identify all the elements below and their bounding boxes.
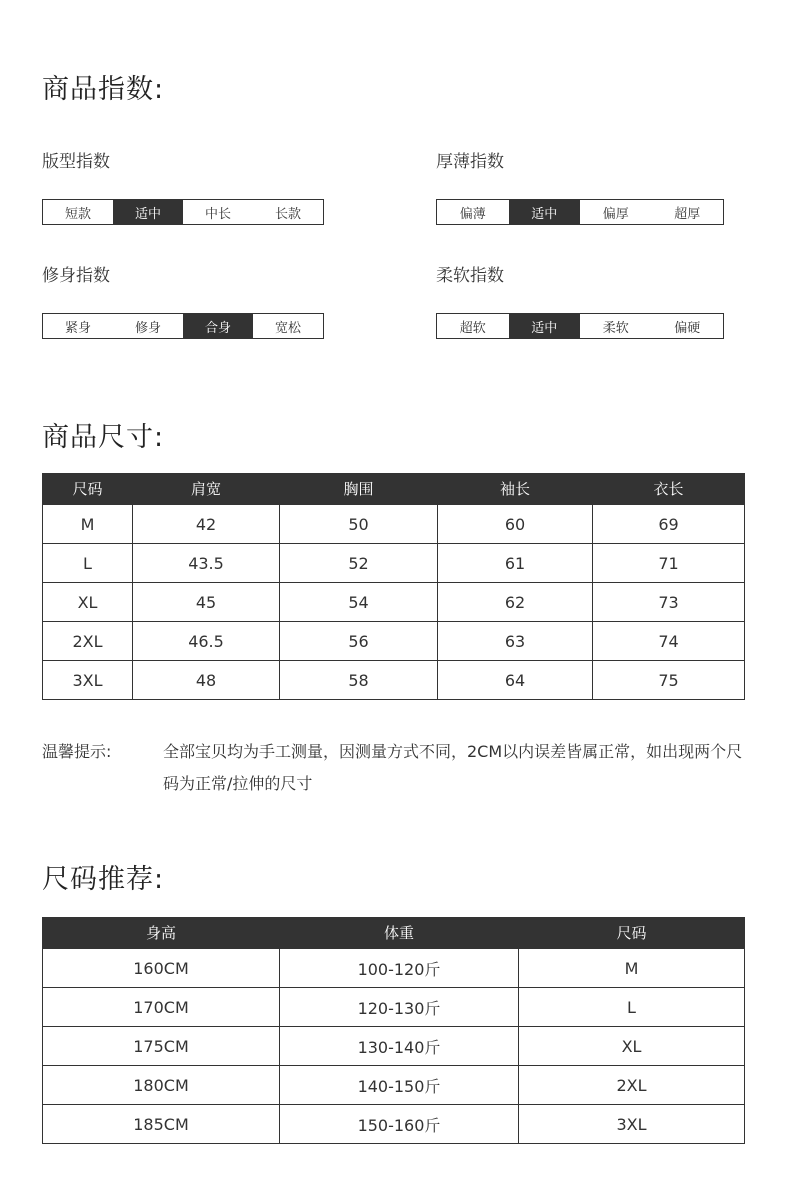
table-cell: XL bbox=[519, 1027, 745, 1066]
table-cell: 185CM bbox=[43, 1105, 280, 1144]
scale-option-selected: 适中 bbox=[509, 200, 581, 224]
table-header-cell: 肩宽 bbox=[133, 473, 280, 505]
scale-option: 中长 bbox=[204, 206, 231, 222]
scale-option-selected: 适中 bbox=[113, 200, 183, 224]
table-cell: 175CM bbox=[43, 1027, 280, 1066]
table-cell: 60 bbox=[438, 505, 593, 544]
scale-option: 超软 bbox=[459, 320, 486, 336]
table-cell: 170CM bbox=[43, 988, 280, 1027]
table-header-cell: 袖长 bbox=[438, 473, 593, 505]
scale-option: 短款 bbox=[64, 206, 91, 222]
scale-option: 超厚 bbox=[674, 206, 701, 222]
table-header-cell: 身高 bbox=[43, 917, 280, 949]
table-header-cell: 尺码 bbox=[43, 473, 133, 505]
scale-option: 长款 bbox=[274, 206, 301, 222]
table-cell: 140-150斤 bbox=[280, 1066, 519, 1105]
table-cell: L bbox=[519, 988, 745, 1027]
notice bbox=[42, 736, 753, 800]
fit-index-scale bbox=[42, 199, 324, 225]
thickness-index-label: 厚薄指数 bbox=[436, 152, 504, 172]
table-row bbox=[43, 1105, 745, 1144]
thickness-index-scale bbox=[436, 199, 724, 225]
table-cell: 64 bbox=[438, 661, 593, 700]
table-cell: 180CM bbox=[43, 1066, 280, 1105]
table-header-cell: 体重 bbox=[280, 917, 519, 949]
index-section-title: 商品指数: bbox=[42, 74, 165, 105]
table-cell: 42 bbox=[133, 505, 280, 544]
table-row bbox=[43, 988, 745, 1027]
softness-index-scale bbox=[436, 313, 724, 339]
table-cell: 2XL bbox=[43, 622, 133, 661]
table-row bbox=[43, 544, 745, 583]
table-cell: 160CM bbox=[43, 949, 280, 988]
table-cell: 3XL bbox=[43, 661, 133, 700]
table-cell: 58 bbox=[280, 661, 438, 700]
table-cell: 150-160斤 bbox=[280, 1105, 519, 1144]
table-cell: 73 bbox=[593, 583, 745, 622]
scale-option-selected: 适中 bbox=[509, 314, 581, 338]
table-cell: 56 bbox=[280, 622, 438, 661]
table-cell: 50 bbox=[280, 505, 438, 544]
table-cell: XL bbox=[43, 583, 133, 622]
scale-option: 柔软 bbox=[602, 320, 629, 336]
table-cell: 3XL bbox=[519, 1105, 745, 1144]
table-header-row bbox=[43, 917, 745, 949]
table-row bbox=[43, 1027, 745, 1066]
table-cell: 74 bbox=[593, 622, 745, 661]
table-row bbox=[43, 622, 745, 661]
table-cell: 75 bbox=[593, 661, 745, 700]
scale-option: 宽松 bbox=[274, 320, 301, 336]
table-cell: 63 bbox=[438, 622, 593, 661]
table-cell: 52 bbox=[280, 544, 438, 583]
scale-option: 偏厚 bbox=[602, 206, 629, 222]
table-row bbox=[43, 505, 745, 544]
table-cell: 120-130斤 bbox=[280, 988, 519, 1027]
scale-option: 偏硬 bbox=[674, 320, 701, 336]
fit-index-label: 版型指数 bbox=[42, 152, 110, 172]
scale-option: 紧身 bbox=[64, 320, 91, 336]
table-cell: M bbox=[519, 949, 745, 988]
table-cell: 62 bbox=[438, 583, 593, 622]
table-row bbox=[43, 949, 745, 988]
table-cell: 130-140斤 bbox=[280, 1027, 519, 1066]
softness-index-label: 柔软指数 bbox=[436, 266, 504, 286]
slim-index-label: 修身指数 bbox=[42, 266, 110, 286]
table-header-cell: 衣长 bbox=[593, 473, 745, 505]
size-table bbox=[42, 473, 745, 700]
table-cell: 43.5 bbox=[133, 544, 280, 583]
table-cell: L bbox=[43, 544, 133, 583]
table-row bbox=[43, 1066, 745, 1105]
table-cell: 54 bbox=[280, 583, 438, 622]
scale-option: 偏薄 bbox=[459, 206, 486, 222]
notice-label: 温馨提示: bbox=[42, 742, 112, 761]
recommend-section-title: 尺码推荐: bbox=[42, 864, 165, 895]
size-section-title: 商品尺寸: bbox=[42, 422, 165, 453]
table-cell: 71 bbox=[593, 544, 745, 583]
table-cell: 46.5 bbox=[133, 622, 280, 661]
table-header-row bbox=[43, 473, 745, 505]
notice-text: 全部宝贝均为手工测量，因测量方式不同，2CM以内误差皆属正常，如出现两个尺码为正常/拉伸的尺寸 bbox=[163, 742, 743, 793]
recommend-table bbox=[42, 917, 745, 1144]
scale-option: 修身 bbox=[134, 320, 161, 336]
table-cell: 100-120斤 bbox=[280, 949, 519, 988]
table-cell: M bbox=[43, 505, 133, 544]
table-header-cell: 尺码 bbox=[519, 917, 745, 949]
table-cell: 2XL bbox=[519, 1066, 745, 1105]
table-cell: 69 bbox=[593, 505, 745, 544]
table-cell: 48 bbox=[133, 661, 280, 700]
scale-option-selected: 合身 bbox=[183, 314, 253, 338]
slim-index-scale bbox=[42, 313, 324, 339]
table-row bbox=[43, 583, 745, 622]
table-cell: 45 bbox=[133, 583, 280, 622]
table-row bbox=[43, 661, 745, 700]
table-header-cell: 胸围 bbox=[280, 473, 438, 505]
table-cell: 61 bbox=[438, 544, 593, 583]
